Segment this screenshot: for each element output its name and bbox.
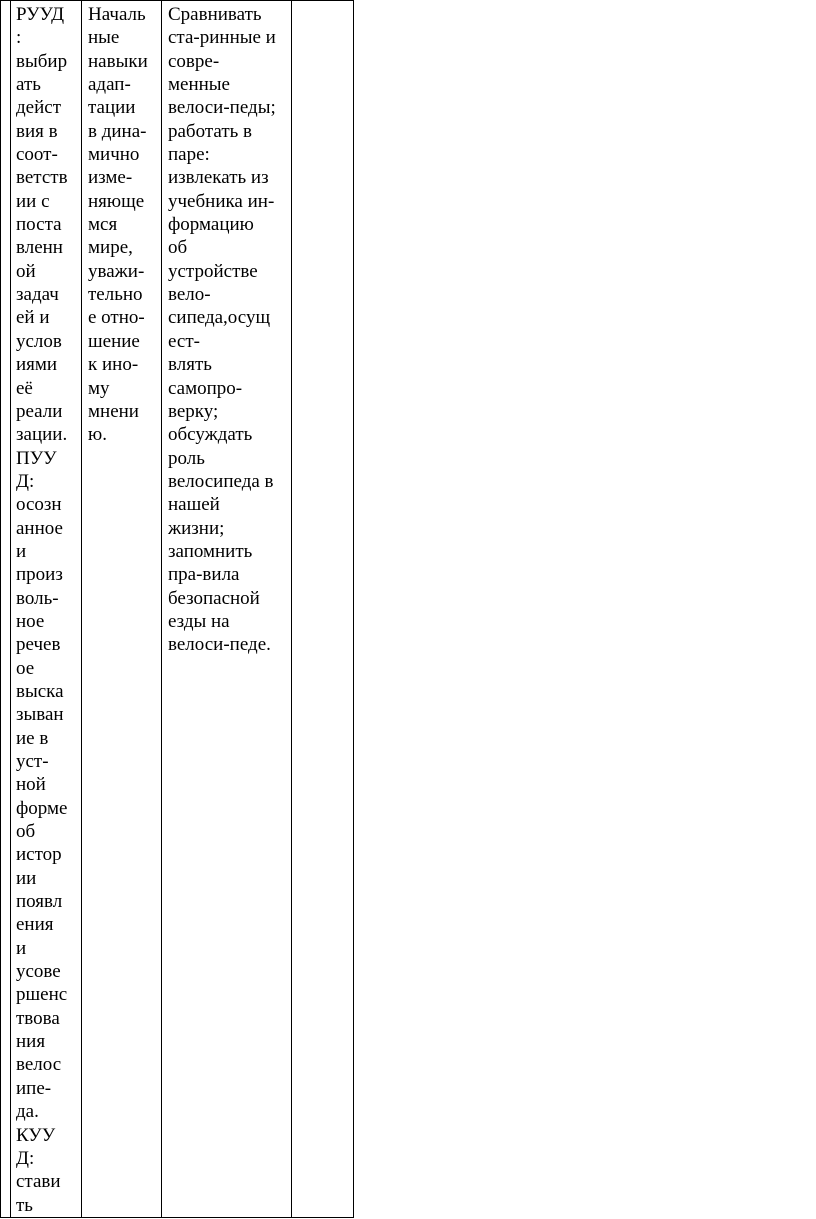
uud-text [11,1,81,1217]
empty-first-cell [1,1,11,1218]
text-line: вленн [16,237,63,259]
text-line: уважи- [88,260,145,282]
text-line: Началь [88,4,146,25]
text-line: усове [16,961,61,983]
text-line: няюще [88,190,145,212]
text-line: стави [16,1171,61,1193]
text-line: му [88,377,110,399]
text-line: роль [168,447,205,469]
text-line: велоси-педы; [168,97,276,119]
text-line: мично [88,144,140,166]
text-line: реали [16,400,63,422]
text-line: ии с [16,190,50,212]
text-line: езды на [168,610,230,632]
text-line: паре: [168,144,210,166]
text-line: запомнить [168,540,253,562]
text-line: мся [88,214,118,236]
text-line: произ [16,564,63,586]
text-line: мнени [88,400,139,422]
text-line: извлекать из [168,167,269,189]
text-line: об [16,821,36,843]
text-line: : [16,27,22,49]
text-line: тации [88,97,136,119]
text-line: форме [16,797,68,819]
text-line: работать в [168,120,253,142]
text-line: ста-ринные и [168,27,276,49]
text-line: задач [16,284,59,306]
text-line: воль- [16,587,59,609]
text-line: велоси-педе. [168,634,271,656]
text-line: Д: [16,1147,35,1169]
text-line: ей и [16,307,50,329]
text-line: ршенс [16,984,68,1006]
activities-cell [162,1,292,1218]
text-line: ое [16,657,35,679]
text-line: выска [16,680,64,702]
text-line: ветств [16,167,68,189]
text-line: твова [16,1007,60,1029]
text-line: в дина- [88,120,147,142]
lesson-plan-table [0,0,354,1218]
text-line: ные [88,27,120,49]
text-line: сипеда,осущ [168,307,271,329]
text-line: навыки [88,50,148,72]
text-line: пра-вила [168,564,240,586]
text-line: и [16,540,27,562]
text-line: к ино- [88,354,139,376]
text-line: ой [16,260,36,282]
table-row [1,1,354,1218]
uud-cell [11,1,82,1218]
empty-last-cell [292,1,354,1218]
text-line: шение [88,330,140,352]
text-line: ие в [16,727,49,749]
text-line: КУУ [16,1124,56,1146]
text-line: устройстве [168,260,258,282]
text-line: вело- [168,284,211,306]
activities-text [162,1,291,657]
text-line: обсуждать [168,424,253,446]
text-line: РУУД [16,4,65,25]
text-line: ии [16,867,37,889]
text-line: ипе- [16,1077,52,1099]
text-line: е отно- [88,307,145,329]
text-line: речев [16,634,61,656]
text-line: выбир [16,50,68,72]
text-line: анное [16,517,63,539]
text-line: об [168,237,188,259]
text-line: появл [16,891,63,913]
text-line: велосипеда в [168,470,274,492]
text-line: адап- [88,74,131,96]
text-line: жизни; [168,517,225,539]
text-line: уст- [16,751,49,772]
text-line: ное [16,610,45,632]
personal-results-cell [82,1,162,1218]
text-line: зыван [16,704,64,726]
text-line: вия в [16,120,58,142]
text-line: ной [16,774,46,796]
text-line: безопасной [168,587,260,609]
text-line: ния [16,1031,46,1053]
text-line: ПУУ [16,447,57,469]
text-line: её [16,377,33,399]
text-line: влять [168,354,212,376]
personal-results-text [82,1,161,447]
text-line: совре- [168,50,220,72]
text-line: ать [16,74,41,96]
text-line: осозн [16,494,62,516]
text-line: иями [16,354,58,376]
text-line: изме- [88,167,133,189]
text-line: да. [16,1101,39,1123]
text-line: дейст [16,97,62,119]
text-line: нашей [168,494,220,516]
text-line: Д: [16,470,35,492]
text-line: ест- [168,330,200,352]
text-line: поста [16,214,62,236]
text-line: услов [16,330,62,352]
text-line: велос [16,1054,62,1076]
text-line: мире, [88,237,133,259]
text-line: ения [16,914,54,936]
text-line: и [16,937,27,959]
text-line: ть [16,1194,33,1216]
text-line: менные [168,74,230,96]
text-line: истор [16,844,62,866]
text-line: самопро- [168,377,243,399]
text-line: формацию [168,214,254,236]
text-line: верку; [168,400,219,422]
text-line: Сравнивать [168,4,262,25]
text-line: зации. [16,424,68,446]
text-line: ю. [88,424,107,446]
text-line: тельно [88,284,143,306]
text-line: соот- [16,144,58,166]
text-line: учебника ин- [168,190,275,212]
